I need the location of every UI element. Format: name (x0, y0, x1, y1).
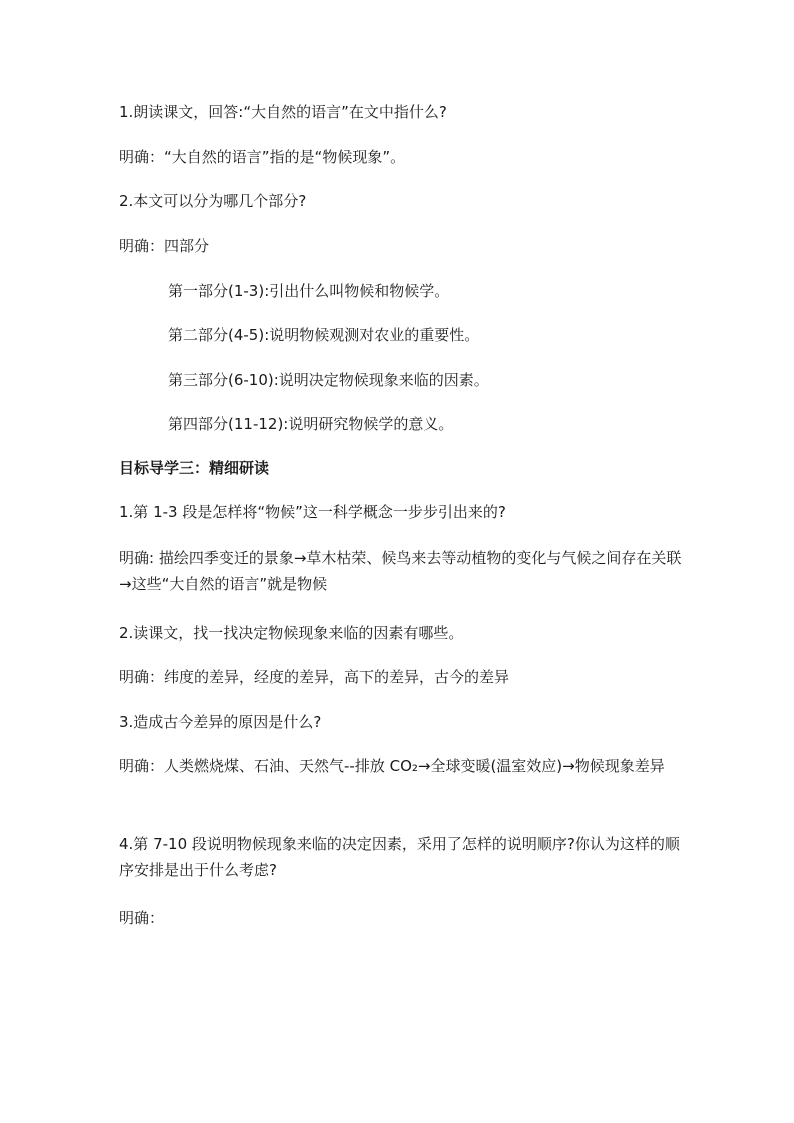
question-4: 2.读课文，找一找决定物候现象来临的因素有哪些。 (119, 624, 464, 642)
answer-2: 明确：四部分 (119, 237, 210, 255)
part-1: 第一部分(1-3):引出什么叫物候和物候学。 (168, 282, 450, 300)
question-5: 3.造成古今差异的原因是什么? (119, 713, 322, 731)
question-6: 4.第 7-10 段说明物候现象来临的决定因素，采用了怎样的说明顺序?你认为这样的顺序安排是出于什么考虑? (119, 835, 680, 879)
answer-3: 明确: 描绘四季变迁的景象→草木枯荣、候鸟来去等动植物的变化与气候之间存在关联→这些“大自然的语言”就是物候 (119, 549, 682, 593)
part-3: 第三部分(6-10):说明决定物候现象来临的因素。 (168, 371, 489, 389)
question-1: 1.朗读课文，回答:“大自然的语言”在文中指什么? (119, 103, 447, 121)
answer-1: 明确：“大自然的语言”指的是“物候现象”。 (119, 148, 406, 166)
answer-6: 明确： (119, 909, 165, 927)
part-4: 第四部分(11-12):说明研究物候学的意义。 (168, 415, 454, 433)
question-3: 1.第 1-3 段是怎样将“物候”这一科学概念一步步引出来的? (119, 503, 506, 521)
answer-4: 明确：纬度的差异，经度的差异，高下的差异，古今的差异 (119, 668, 510, 686)
part-2: 第二部分(4-5):说明物候观测对农业的重要性。 (168, 326, 480, 344)
section-heading: 目标导学三：精细研读 (119, 459, 270, 477)
answer-5: 明确：人类燃烧煤、石油、天然气--排放 CO₂→全球变暖(温室效应)→物候现象差异 (119, 757, 665, 775)
question-2: 2.本文可以分为哪几个部分? (119, 192, 307, 210)
